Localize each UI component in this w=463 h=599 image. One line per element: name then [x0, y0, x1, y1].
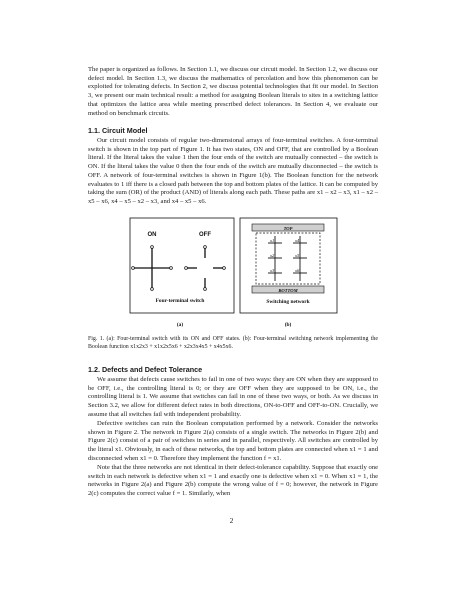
page-number: 2 — [229, 516, 234, 525]
var-label-x6: x6 — [295, 268, 300, 273]
circuit-model-paragraph: Our circuit model consists of regular two-dimensional arrays of four-terminal switches. A four-terminal switch is shown in the top part of Figure 1. It has two states, ON and OFF, that are controlled by a Boolean literal. If the literal takes the value 1 then the four ends of the switch are mutually connected – the switch is ON. If the literal takes the value 0 then the four ends of the switch are mutually disconnected – the switch is OFF. A network of four-terminal switches is shown in Figure 1(b). The Boolean function for the network evaluates to 1 iff there is a closed path between the top and bottom plates of the lattice. It can be computed by taking the sum (OR) of the product (AND) of literals along each path. These paths are x1 – x2 – x3, x1 – x2 – x5 – x6, x4 – x5 – x2 – x3, and x4 – x5 – x6. — [88, 137, 378, 205]
defects-paragraph-3: Note that the three networks are not identical in their defect-tolerance capability. Suppose that exactly one switch in each network is defective when x1 = 1 and exactly one is defective when x1 = 0. When x1 = 1, the networks in Figure 2(a) and Figure 2(b) compute the wrong value of f = 0; however, the network in Figure 2(c) computes the correct value f = 1. Similarly, when — [88, 464, 378, 498]
switching-network-title: Switching network — [266, 299, 310, 305]
bottom-plate-label: BOTTOM — [278, 287, 298, 293]
top-plate-label: TOP — [283, 225, 293, 231]
var-label-x3: x3 — [270, 268, 275, 273]
four-terminal-switch-title: Four-terminal switch — [155, 298, 205, 304]
var-label-x5: x5 — [295, 253, 300, 258]
section-heading-defects: 1.2. Defects and Defect Tolerance — [88, 365, 203, 374]
off-switch-symbol — [185, 246, 226, 291]
figure-1-caption: Fig. 1. (a): Four-terminal switch with its ON and OFF states. (b): Four-terminal switching network implementing the Boolean function x1x2x3 + x1x2x5x6 + x2x3x4x5 + x4x5x6. — [88, 336, 378, 350]
on-switch-symbol — [132, 246, 173, 291]
var-label-x2: x2 — [270, 253, 275, 258]
var-label-x4: x4 — [295, 238, 300, 243]
on-label: ON — [147, 232, 157, 238]
figure-1a-label: (a) — [176, 322, 184, 328]
figure-1b-label: (b) — [284, 322, 292, 328]
defects-paragraph-2: Defective switches can ruin the Boolean computation performed by a network. Consider the networks shown in Figure 2. The network in Figure 2(a) consists of a single switch. The networks in Figure 2(b) and Figure 2(c) consist of a pair of switches in series and in parallel, respectively. All switches are controlled by the literal x1. Obviously, in each of these networks, the top and bottom plates are connected when x1 = 1 and disconnected when x1 = 0. Therefore they implement the function f = x1. — [88, 420, 378, 462]
intro-paragraph: The paper is organized as follows. In Section 1.1, we discuss our circuit model. In Section 1.2, we discuss our defect model. In Section 1.3, we discuss the mathematics of percolation and how this phenomenon can be exploited for tolerating defects. In Section 2, we discuss potential technologies that fit our model. In Section 3, we present our main technical result: a method for assigning Boolean literals to sites in a switching lattice that optimizes the lattice area while meeting prescribed defect tolerances. In Section 4, we evaluate our method on benchmark circuits. — [88, 66, 378, 117]
defects-paragraph-1: We assume that defects cause switches to fail in one of two ways: they are ON when they are supposed to be OFF, i.e., the controlling literal is 0; or they are OFF when they are supposed to be ON, i.e., the controlling literal is 1. We assume that switches can fail in one of these two ways, or both. As we discuss in Section 3.2, we allow for different defect rates in both directions, ON-to-OFF and OFF-to-ON. Crucially, we assume that all switches fail with independent probability. — [88, 376, 378, 418]
lattice-boundary — [256, 233, 320, 284]
var-label-x1: x1 — [270, 238, 275, 243]
section-heading-circuit-model: 1.1. Circuit Model — [88, 126, 148, 135]
off-label: OFF — [199, 232, 211, 238]
